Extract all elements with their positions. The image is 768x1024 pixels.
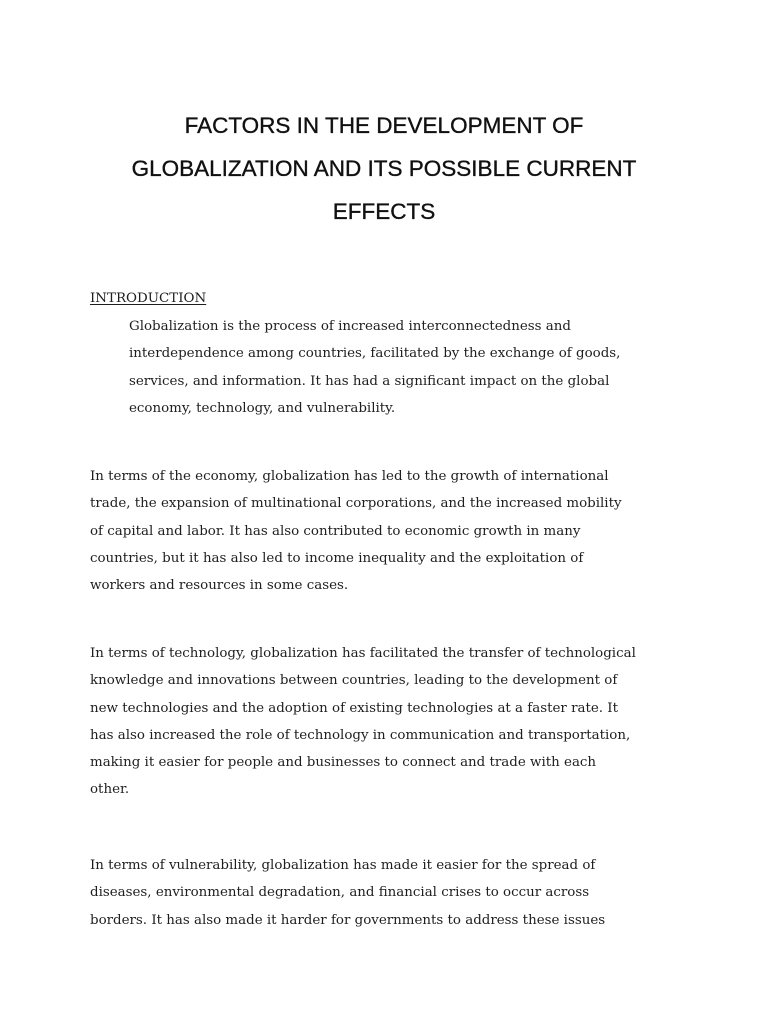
title-line: FACTORS IN THE DEVELOPMENT OF	[184, 113, 584, 138]
intro-paragraph	[129, 313, 729, 422]
technology-paragraph	[90, 640, 690, 804]
introduction-heading: INTRODUCTION	[90, 291, 207, 306]
title-line: EFFECTS	[332, 199, 436, 224]
text-line: In terms of vulnerability, globalization has made it easier for the spread of	[90, 858, 596, 873]
text-line: diseases, environmental degradation, and financial crises to occur across	[90, 885, 590, 901]
text-line: Globalization is the process of increased interconnectedness and	[129, 319, 571, 334]
text-line: trade, the expansion of multinational corporations, and the increased mobility	[90, 496, 622, 512]
title-line: GLOBALIZATION AND ITS POSSIBLE CURRENT	[131, 156, 637, 181]
text-line: interdependence among countries, facilitated by the exchange of goods,	[129, 346, 621, 362]
text-line: new technologies and the adoption of existing technologies at a faster rate. It	[90, 700, 618, 716]
text-line: In terms of the economy, globalization has led to the growth of international	[90, 469, 609, 484]
text-line: has also increased the role of technology in communication and transportation,	[90, 727, 631, 743]
text-line: of capital and labor. It has also contributed to economic growth in many	[90, 523, 581, 539]
text-line: making it easier for people and businesses to connect and trade with each	[90, 755, 597, 771]
text-line: borders. It has also made it harder for governments to address these issues	[90, 912, 606, 928]
vulnerability-paragraph	[90, 852, 690, 934]
document-title	[60, 104, 708, 233]
text-line: knowledge and innovations between countries, leading to the development of	[90, 673, 618, 689]
text-line: countries, but it has also led to income inequality and the exploitation of	[90, 550, 584, 566]
text-line: In terms of technology, globalization has facilitated the transfer of technological	[90, 646, 636, 661]
economy-paragraph	[90, 463, 690, 599]
text-line: other.	[90, 782, 130, 798]
text-line: workers and resources in some cases.	[90, 578, 349, 594]
text-line: services, and information. It has had a significant impact on the global	[129, 373, 610, 389]
text-line: economy, technology, and vulnerability.	[129, 400, 396, 416]
